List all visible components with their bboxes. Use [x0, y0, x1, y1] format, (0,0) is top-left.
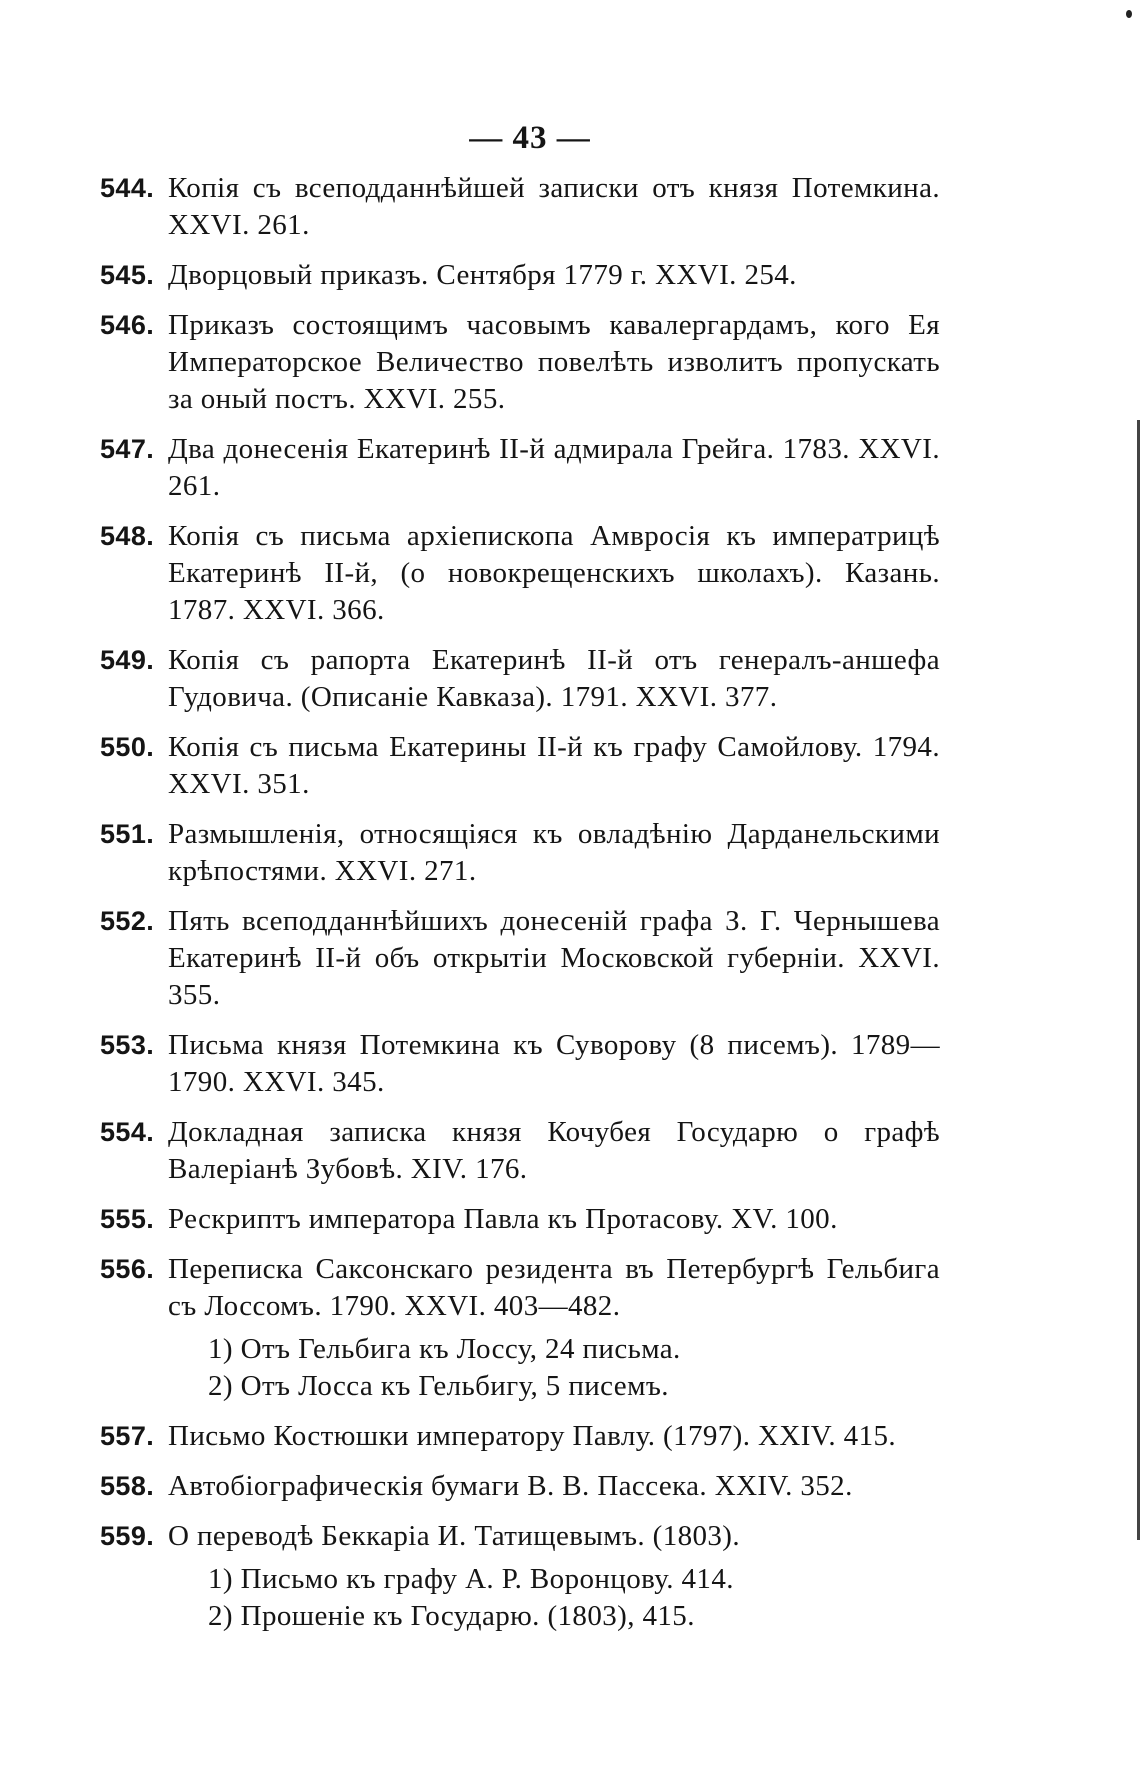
list-entry-555: [100, 1201, 940, 1238]
entry-text: Пять всеподданнѣйшихъ донесеній графа З. Г. Чернышева Екатеринѣ II-й объ открытіи Московской губерніи. XXVI. 355.: [168, 905, 940, 1011]
list-entry-557: [100, 1418, 940, 1455]
entry-text: Копія съ рапорта Екатеринѣ II-й отъ генералъ-аншефа Гудовича. (Описаніе Кавказа). 1791. XXVI. 377.: [168, 644, 940, 713]
list-entry-554: [100, 1114, 940, 1188]
list-entry-546: [100, 307, 940, 418]
entry-text: Размышленія, относящіяся къ овладѣнію Дарданельскими крѣпостями. XXVI. 271.: [168, 818, 940, 887]
sub-list-559: [100, 1561, 940, 1635]
sub-item: 1) Письмо къ графу А. Р. Воронцову. 414.: [208, 1563, 734, 1595]
entry-number: 546.: [100, 310, 155, 340]
page-number: — 43 —: [469, 120, 591, 156]
entry-number: 552.: [100, 906, 155, 936]
entry-text: Два донесенія Екатеринѣ II-й адмирала Грейга. 1783. XXVI. 261.: [168, 433, 940, 502]
entry-number: 557.: [100, 1421, 155, 1451]
entry-number: 550.: [100, 732, 155, 762]
entry-text: Докладная записка князя Кочубея Государю о графѣ Валеріанѣ Зубовѣ. XIV. 176.: [168, 1116, 940, 1185]
entry-number: 556.: [100, 1254, 155, 1284]
entry-number: 555.: [100, 1204, 155, 1234]
list-entry-547: [100, 431, 940, 505]
list-entry-552: [100, 903, 940, 1014]
entry-number: 547.: [100, 434, 155, 464]
entry-text: Копія съ письма архіепископа Амвросія къ императрицѣ Екатеринѣ II-й, (о новокрещенскихъ школахъ). Казань. 1787. XXVI. 366.: [168, 520, 940, 626]
entry-list: [100, 170, 940, 1648]
list-entry-556: [100, 1251, 940, 1325]
entry-text: Письма князя Потемкина къ Суворову (8 писемъ). 1789—1790. XXVI. 345.: [168, 1029, 940, 1098]
entry-number: 544.: [100, 173, 155, 203]
ink-dot: [1126, 10, 1132, 18]
list-entry-545: [100, 257, 940, 294]
entry-number: 554.: [100, 1117, 155, 1147]
entry-text: Дворцовый приказъ. Сентября 1779 г. XXVI. 254.: [168, 259, 797, 291]
list-entry-553: [100, 1027, 940, 1101]
entry-number: 551.: [100, 819, 155, 849]
entry-number: 559.: [100, 1521, 155, 1551]
entry-text: Рескриптъ императора Павла къ Протасову. XV. 100.: [168, 1203, 838, 1235]
list-entry-559: [100, 1518, 940, 1555]
entry-text: Приказъ состоящимъ часовымъ кавалергардамъ, кого Ея Императорское Величество повелѣть изволитъ пропускать за оный постъ. XXVI. 255.: [168, 309, 940, 415]
list-entry-548: [100, 518, 940, 629]
entry-text: Автобіографическія бумаги В. В. Пассека. XXIV. 352.: [168, 1470, 853, 1502]
entry-text: Письмо Костюшки императору Павлу. (1797). XXIV. 415.: [168, 1420, 897, 1452]
entry-number: 545.: [100, 260, 155, 290]
entry-text: Копія съ всеподданнѣйшей записки отъ князя Потемкина. XXVI. 261.: [168, 172, 940, 241]
entry-number: 558.: [100, 1471, 155, 1501]
entry-text: О переводѣ Беккаріа И. Татищевымъ. (1803).: [168, 1520, 741, 1552]
sub-list-556: [100, 1331, 940, 1405]
list-entry-544: [100, 170, 940, 244]
sub-item: 2) Отъ Лосса къ Гельбигу, 5 писемъ.: [208, 1370, 669, 1402]
entry-text: Переписка Саксонскаго резидента въ Петербургѣ Гельбига съ Лоссомъ. 1790. XXVI. 403—482.: [168, 1253, 940, 1322]
list-entry-558: [100, 1468, 940, 1505]
entry-number: 549.: [100, 645, 155, 675]
sub-item: 1) Отъ Гельбига къ Лоссу, 24 письма.: [208, 1333, 681, 1365]
list-entry-550: [100, 729, 940, 803]
list-entry-549: [100, 642, 940, 716]
entry-number: 548.: [100, 521, 155, 551]
entry-number: 553.: [100, 1030, 155, 1060]
list-entry-551: [100, 816, 940, 890]
entry-text: Копія съ письма Екатерины II-й къ графу Самойлову. 1794. XXVI. 351.: [168, 731, 940, 800]
sub-item: 2) Прошеніе къ Государю. (1803), 415.: [208, 1600, 695, 1632]
